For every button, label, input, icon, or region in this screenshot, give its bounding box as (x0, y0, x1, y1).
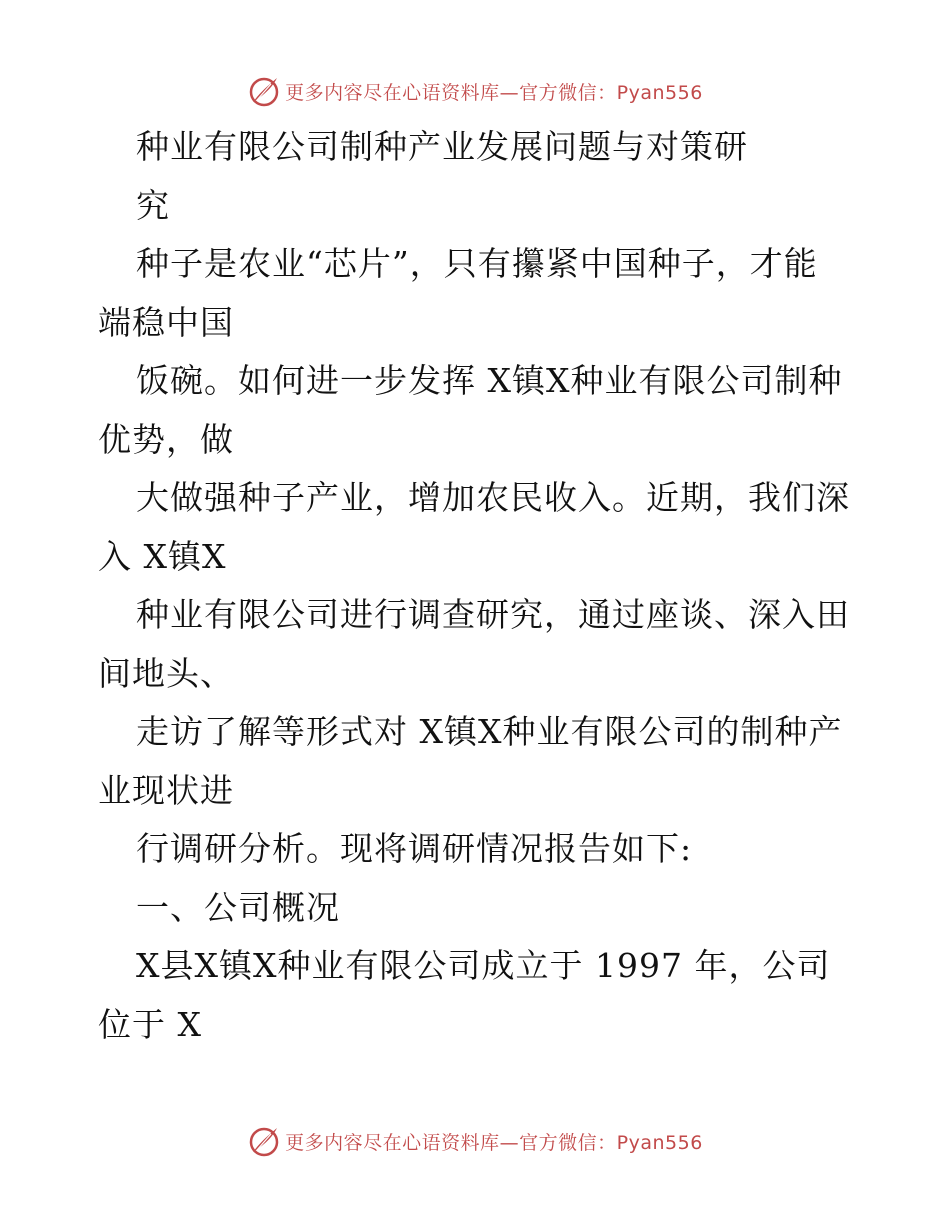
feather-seal-icon (247, 74, 281, 108)
paragraph-line: 种子是农业“芯片”，只有攥紧中国种子，才能 (136, 244, 818, 283)
paragraph-line: 饭碗。如何进一步发挥 X镇X种业有限公司制种 (136, 361, 843, 400)
paragraph-line: 间地头、 (98, 653, 234, 693)
document-body (98, 118, 858, 1054)
paragraph-line: 优势，做 (98, 419, 234, 459)
paragraph-line: 大做强种子产业，增加农民收入。近期，我们深 (136, 478, 850, 517)
feather-seal-icon (247, 1124, 281, 1158)
paragraph-line: 入 X镇X (98, 536, 227, 576)
paragraph-line: 位于 X (98, 1004, 202, 1044)
paragraph-line: 业现状进 (98, 770, 234, 810)
header-banner-text: 更多内容尽在心语资料库—官方微信：Pyan556 (285, 81, 703, 104)
paragraph-line: 端稳中国 (98, 302, 234, 342)
doc-title-line-2: 究 (136, 185, 170, 225)
doc-title-line-1: 种业有限公司制种产业发展问题与对策研 (136, 127, 748, 166)
header-banner (0, 71, 950, 111)
section-heading: 一、公司概况 (136, 887, 340, 927)
footer-banner-text: 更多内容尽在心语资料库—官方微信：Pyan556 (285, 1131, 703, 1154)
paragraph-line: 种业有限公司进行调查研究，通过座谈、深入田 (136, 595, 850, 634)
paragraph-line: X县X镇X种业有限公司成立于 1997 年，公司 (136, 946, 831, 985)
paragraph-line: 行调研分析。现将调研情况报告如下: (136, 829, 693, 868)
footer-banner (0, 1121, 950, 1161)
paragraph-line: 走访了解等形式对 X镇X种业有限公司的制种产 (136, 712, 843, 751)
